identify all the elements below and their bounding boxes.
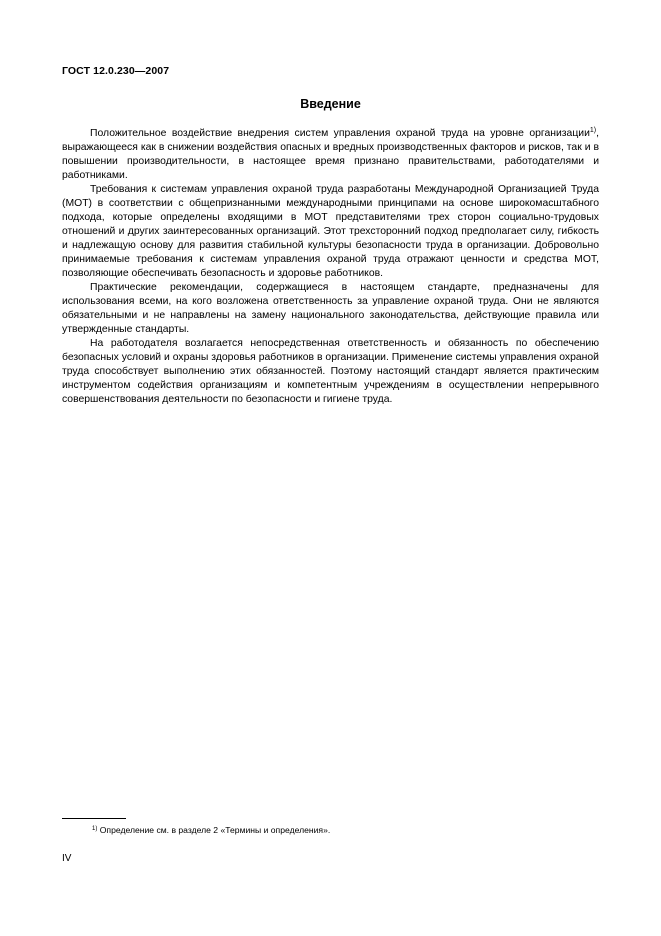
page-number: IV [62,853,72,864]
paragraph-1-text: Положительное воздействие внедрения систем управления охраной труда на уровне организации [90,128,590,139]
paragraph-1 [62,127,599,183]
body-text [62,127,599,407]
paragraph-1-text-continued: , выражающееся как в снижении воздействия опасных и вредных производственных факторов и рисков, так и в повышении производительности, в настоящее время признано правительствами, работодателями и работниками. [62,128,599,181]
section-title: Введение [300,97,361,111]
footnote-marker: 1) [92,826,98,832]
standard-code: ГОСТ 12.0.230—2007 [62,65,170,77]
paragraph-3: Практические рекомендации, содержащиеся в настоящем стандарте, предназначены для использования всеми, на кого возложена ответственность за управление охраной труда. Они не являются обязательными и не направлены на замену национального законодательства, действующие правила или утвержденные стандарты. [62,282,599,335]
paragraph-4: На работодателя возлагается непосредственная ответственность и обязанность по обеспечению безопасных условий и охраны здоровья работников в организации. Применение системы управления охраной труда способствует выполнению этих обязанностей. Поэтому настоящий стандарт является практическим инструментом содействия организациям и компетентным учреждениям в осуществлении непрерывного совершенствования деятельности по безопасности и гигиене труда. [62,338,599,405]
footnote-reference: 1) [589,127,597,134]
footnote [92,824,330,836]
footnote-text: Определение см. в разделе 2 «Термины и определения». [99,825,331,835]
paragraph-2: Требования к системам управления охраной труда разработаны Международной Организацией Труда (МОТ) в соответствии с общепризнанными международными принципами на основе широкомасштабного подхода, которые определены входящими в МОТ представителями трех сторон социально-трудовых отношений и других заинтересованных организаций. Этот трехсторонний подход предполагает силу, гибкость и надлежащую основу для развития стабильной культуры безопасности труда в организации. Добровольно принимаемые требования к системам управления охраной труда отражают ценности и средства МОТ, позволяющие обеспечивать безопасность и здоровье работников. [62,184,599,279]
footnote-divider [62,818,126,819]
